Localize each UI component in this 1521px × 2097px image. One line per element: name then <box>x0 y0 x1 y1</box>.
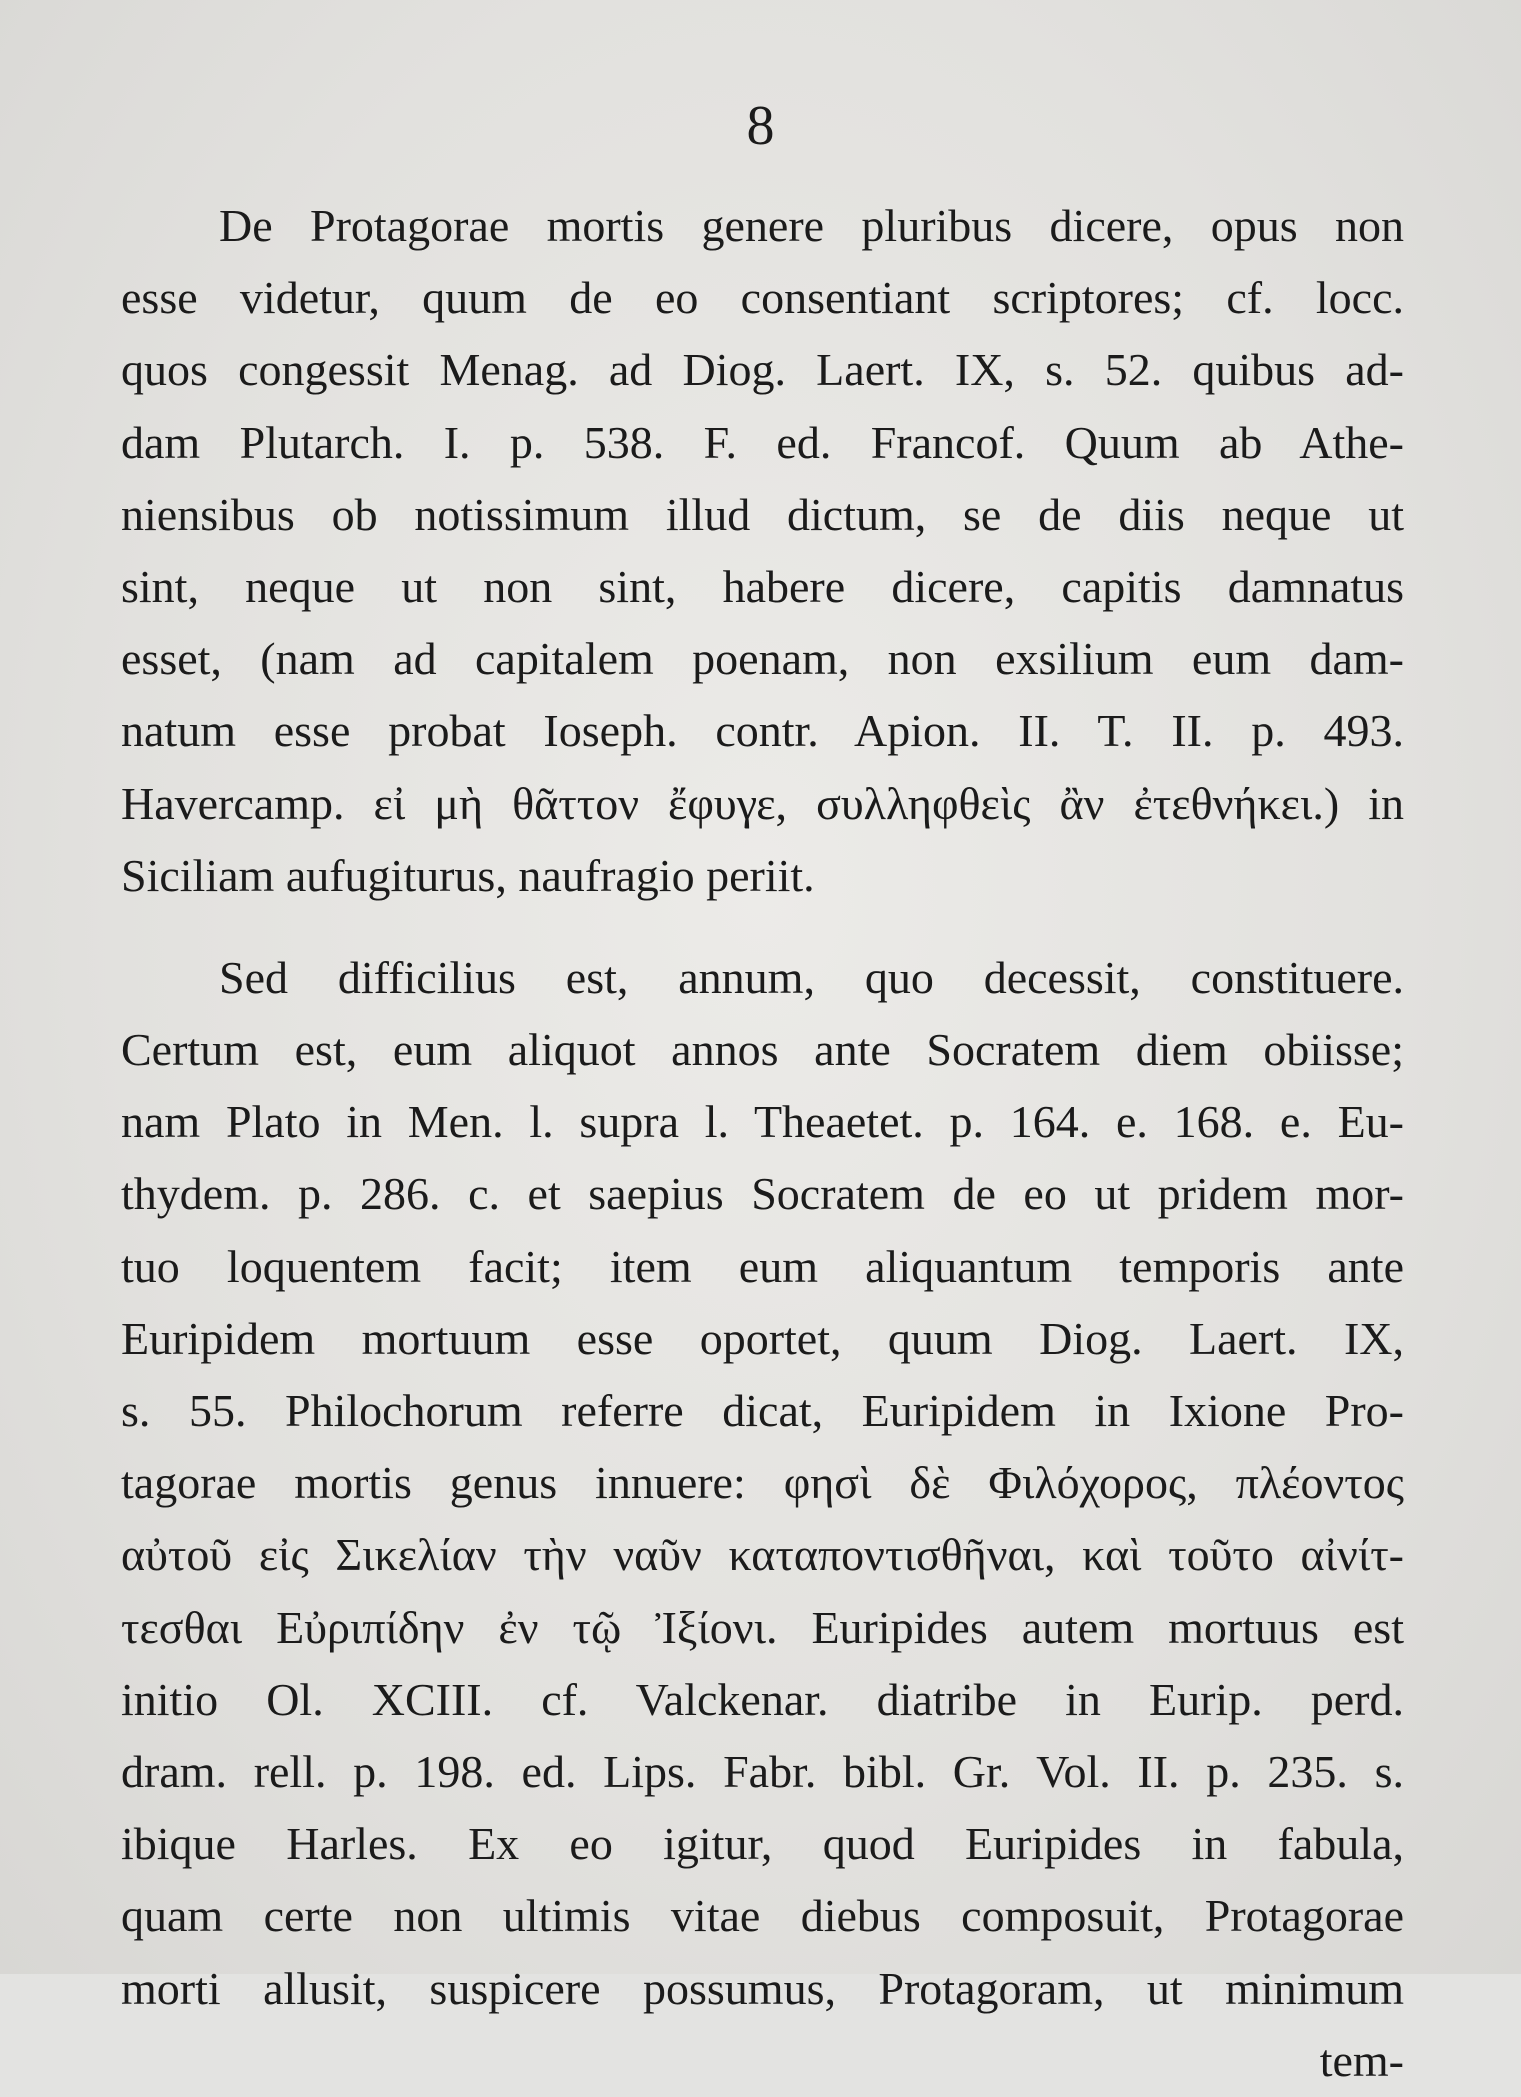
text-line: tuo loquentem facit; item eum aliquantum temporis ante <box>121 1240 1404 1292</box>
text-line: natum esse probat Ioseph. contr. Apion. II. T. II. p. 493. <box>121 705 1404 757</box>
text-line: morti allusit, suspicere possumus, Protagoram, ut minimum <box>121 1962 1404 2014</box>
text-line: thydem. p. 286. c. et saepius Socratem de eo ut pridem mor- <box>121 1168 1404 1220</box>
text-line: τεσθαι Εὐριπίδην ἐν τῷ Ἰξίονι. Euripides autem mortuus est <box>121 1601 1404 1653</box>
text-line: Euripidem mortuum esse oportet, quum Diog. Laert. IX, <box>121 1312 1404 1364</box>
text-line: De Protagorae mortis genere pluribus dicere, opus non <box>219 200 1404 251</box>
page-number: 8 <box>746 95 775 157</box>
text-line: sint, neque ut non sint, habere dicere, capitis damnatus <box>121 560 1404 612</box>
text-line: nam Plato in Men. l. supra l. Theaetet. p. 164. e. 168. e. Eu- <box>121 1096 1404 1148</box>
body-text <box>121 190 1404 2097</box>
text-line: ibique Harles. Ex eo igitur, quod Euripides in fabula, <box>121 1818 1404 1870</box>
text-line: αὐτοῦ εἰς Σικελίαν τὴν ναῦν καταποντισθῆναι, καὶ τοῦτο αἰνίτ- <box>121 1529 1404 1581</box>
text-line: s. 55. Philochorum referre dicat, Euripidem in Ixione Pro- <box>121 1385 1404 1436</box>
text-line: esset, (nam ad capitalem poenam, non exsilium eum dam- <box>121 633 1404 685</box>
text-line: Certum est, eum aliquot annos ante Socratem diem obiisse; <box>121 1024 1404 1076</box>
text-line: quam certe non ultimis vitae diebus composuit, Protagorae <box>121 1890 1404 1942</box>
text-line: Havercamp. εἰ μὴ θᾶττον ἔφυγε, συλληφθεὶς ἂν ἐτεθνήκει.) in <box>121 777 1404 829</box>
text-line: dram. rell. p. 198. ed. Lips. Fabr. bibl. Gr. Vol. II. p. 235. s. <box>121 1745 1404 1797</box>
text-line: niensibus ob notissimum illud dictum, se de diis neque ut <box>121 488 1404 540</box>
text-line: tagorae mortis genus innuere: φησὶ δὲ Φιλόχορος, πλέοντος <box>121 1457 1404 1509</box>
catchword: tem- <box>1319 2034 1404 2086</box>
text-line: dam Plutarch. I. p. 538. F. ed. Francof. Quum ab Athe- <box>121 416 1404 468</box>
text-line: Sed difficilius est, annum, quo decessit, constituere. <box>219 951 1404 1003</box>
text-line: Siciliam aufugiturus, naufragio periit. <box>121 849 815 901</box>
text-line: esse videtur, quum de eo consentiant scriptores; cf. locc. <box>121 272 1404 324</box>
paragraph-gap <box>121 912 1404 942</box>
text-line: quos congessit Menag. ad Diog. Laert. IX, s. 52. quibus ad- <box>121 344 1404 396</box>
text-line: initio Ol. XCIII. cf. Valckenar. diatribe in Eurip. perd. <box>121 1673 1404 1725</box>
